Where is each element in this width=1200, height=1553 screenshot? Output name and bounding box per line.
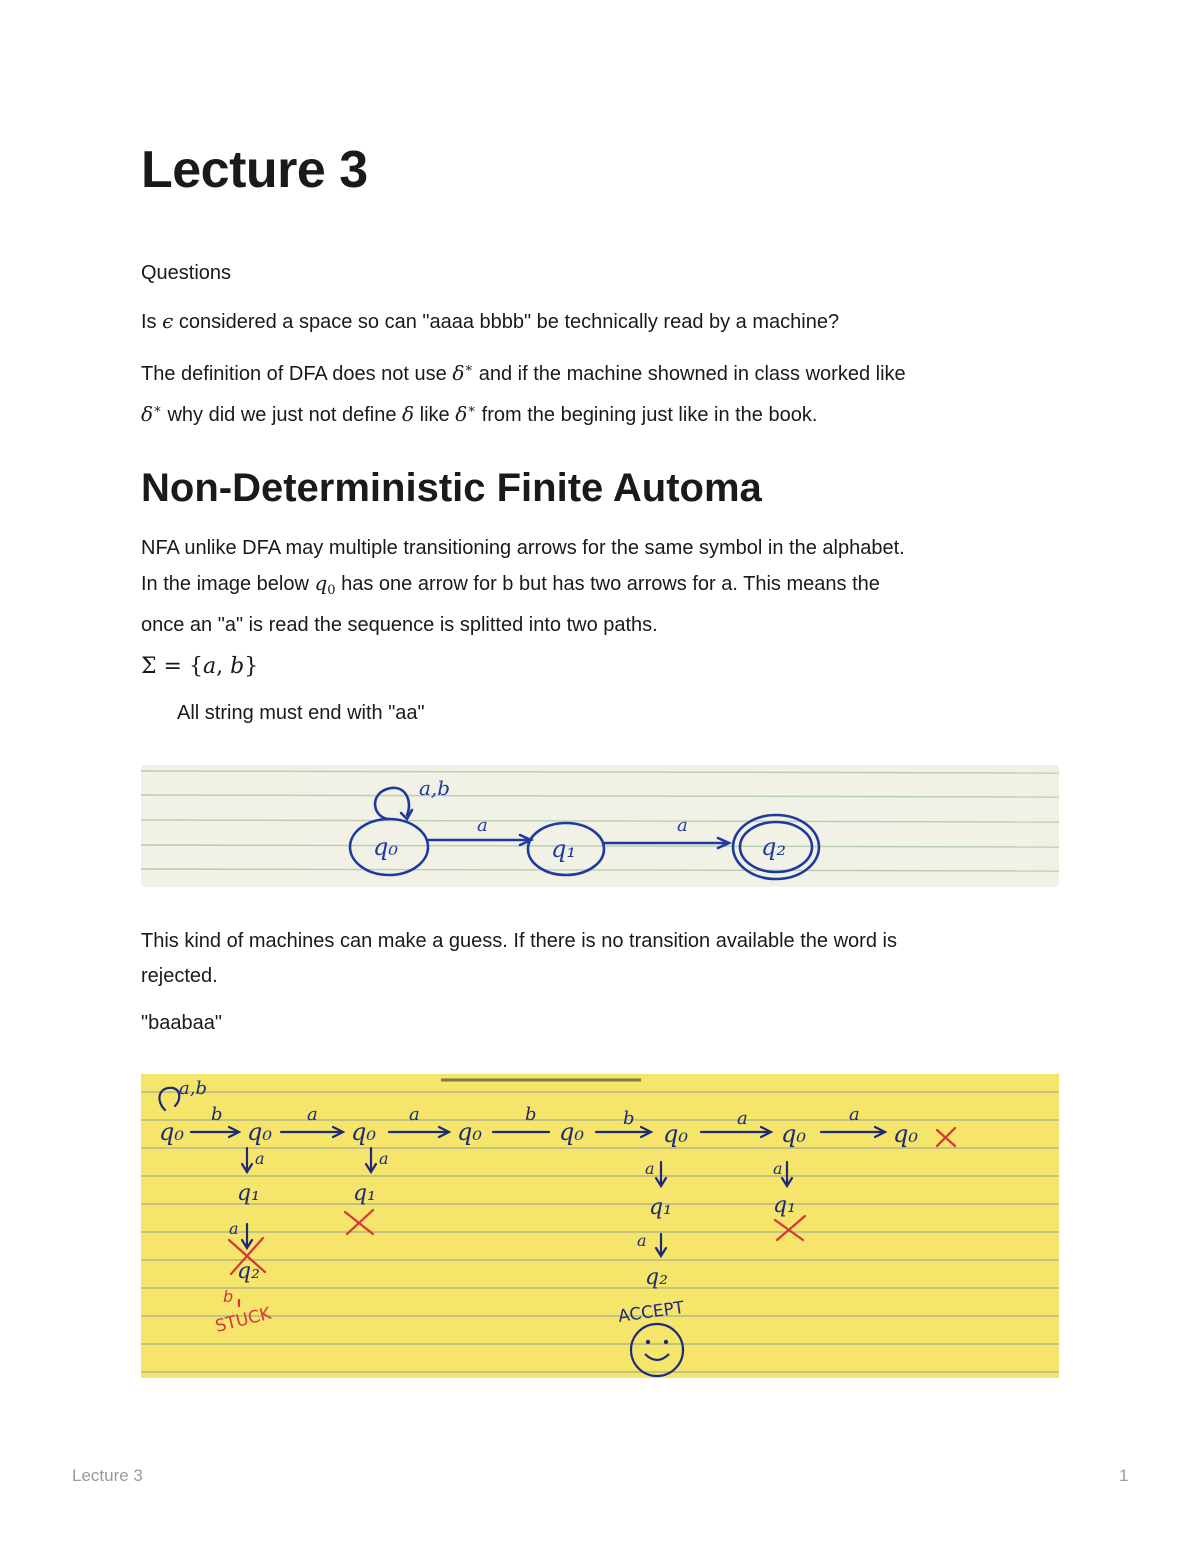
sigma-lhs: Σ = { (141, 654, 203, 679)
q-letter: q (314, 571, 328, 595)
star-symbol: ∗ (153, 402, 162, 417)
star-symbol: ∗ (464, 361, 474, 376)
q2-text-1: The definition of DFA does not use (141, 363, 453, 385)
state-q0: q₀ (373, 833, 398, 861)
trace-label-3: a (409, 1104, 420, 1125)
questions-heading: Questions (141, 262, 232, 284)
trace-state-1: q₀ (159, 1118, 184, 1146)
example-word: "baabaa" (141, 1012, 222, 1034)
guess-line-1: This kind of machines can make a guess. If there is no transition available the word is (141, 930, 897, 952)
q2-text-5: from the begining just like in the book. (476, 404, 818, 426)
branch-label-6: a (773, 1159, 783, 1178)
nfa-line-2a: In the image below (141, 573, 315, 595)
loop-label: a,b (419, 776, 451, 800)
rule-text: All string must end with "aa" (177, 702, 425, 724)
branch-label-1: a (255, 1149, 265, 1168)
b-stuck-label: b (223, 1287, 234, 1306)
trace-image (141, 1074, 1059, 1378)
state-q2: q₂ (761, 833, 786, 861)
trace-loop-label: a,b (179, 1078, 207, 1099)
q0-symbol (314, 571, 336, 598)
branch-q1-3: q₁ (649, 1195, 672, 1220)
branch-label-3: a (379, 1149, 389, 1168)
delta-symbol: δ (402, 402, 415, 426)
delta-symbol: δ (141, 402, 154, 426)
guess-paragraph (141, 924, 1071, 994)
accept-label: ACCEPT (616, 1297, 686, 1327)
footer-title: Lecture 3 (72, 1466, 143, 1485)
nfa-line-1: NFA unlike DFA may multiple transitioning arrows for the same symbol in the alphabet. (141, 537, 905, 559)
trace-label-1: b (211, 1104, 223, 1125)
sigma-definition (141, 648, 258, 684)
branch-q1-1: q₁ (237, 1181, 260, 1206)
trace-label-7: a (849, 1104, 860, 1125)
delta-symbol: δ (455, 402, 468, 426)
trace-state-4: q₀ (457, 1118, 482, 1146)
nfa-paragraph (141, 531, 1071, 643)
trace-state-3: q₀ (351, 1118, 376, 1146)
delta-star (455, 402, 476, 426)
q1-pre: Is (141, 311, 163, 333)
trace-state-5: q₀ (559, 1118, 584, 1146)
epsilon-symbol: ϵ (162, 309, 174, 333)
branch-label-5: a (637, 1231, 647, 1250)
sigma-comma: , (216, 654, 231, 679)
trace-state-7: q₀ (781, 1120, 806, 1148)
delta-symbol: δ (452, 361, 465, 385)
page-title: Lecture 3 (141, 141, 368, 199)
nfa-diagram-svg (141, 765, 1059, 887)
delta-star (141, 402, 162, 426)
branch-q1-2: q₁ (353, 1181, 376, 1206)
q2-text-4: like (414, 404, 456, 426)
branch-q2-1: q₂ (237, 1259, 260, 1284)
stuck-label: STUCK (213, 1303, 274, 1337)
star-symbol: ∗ (467, 402, 477, 417)
trace-state-2: q₀ (247, 1118, 272, 1146)
section-heading: Non-Deterministic Finite Automa (141, 466, 762, 510)
q-subscript: 0 (327, 583, 336, 598)
branch-q2-2: q₂ (645, 1265, 668, 1290)
trace-label-6: a (737, 1108, 748, 1129)
state-q1: q₁ (551, 835, 576, 863)
sigma-b: b (230, 654, 245, 679)
branch-label-2: a (229, 1219, 239, 1238)
trace-state-6: q₀ (663, 1120, 688, 1148)
branch-label-4: a (645, 1159, 655, 1178)
edge-label-2: a (677, 815, 688, 836)
trace-label-5: b (623, 1108, 635, 1129)
question-1 (141, 304, 839, 340)
trace-svg (141, 1074, 1059, 1378)
nfa-diagram-image (141, 765, 1059, 887)
branch-q1-4: q₁ (773, 1193, 796, 1218)
guess-line-2: rejected. (141, 965, 218, 987)
trace-label-2: a (307, 1104, 318, 1125)
q2-text-2: and if the machine showned in class worked like (473, 363, 906, 385)
delta-star (452, 361, 473, 385)
trace-state-8: q₀ (893, 1120, 918, 1148)
q1-post: considered a space so can "aaaa bbbb" be technically read by a machine? (173, 311, 840, 333)
edge-label-1: a (477, 815, 488, 836)
trace-label-4: b (525, 1104, 537, 1125)
nfa-line-3: once an "a" is read the sequence is splitted into two paths. (141, 614, 658, 636)
question-2 (141, 351, 1061, 433)
sigma-rhs: } (244, 654, 259, 679)
page-number: 1 (1119, 1466, 1129, 1485)
q2-text-3: why did we just not define (161, 404, 403, 426)
nfa-line-2b: has one arrow for b but has two arrows for a. This means the (335, 573, 880, 595)
sigma-a: a (202, 654, 217, 679)
